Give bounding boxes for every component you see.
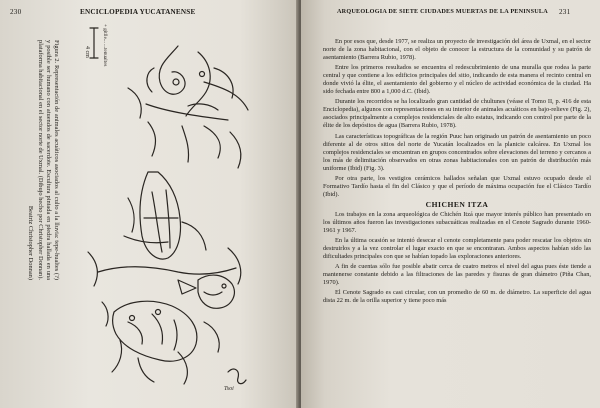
lower-creature-drawing	[102, 301, 219, 384]
signature-text: Tsoi	[224, 386, 234, 392]
figure-drawing	[28, 22, 264, 394]
artist-signature	[228, 369, 246, 384]
left-running-head: ENCICLOPEDIA YUCATANENSE	[80, 8, 196, 16]
section-title: CHICHEN ITZA	[425, 199, 489, 209]
scale-label: 4 cm	[84, 46, 90, 58]
fish-drawing	[178, 275, 234, 308]
left-page	[0, 0, 299, 408]
paragraph: Los trabajos en la zona arqueológica de Chichén Itzá que mayor interés público han presentado en los últimos años fueron las investigaciones subacuáticas realizadas en el Cenote Sagrado durante 1960-1961 y 1967.	[323, 210, 591, 235]
paragraph: El Cenote Sagrado es casi circular, con un promedio de 60 m. de diámetro. La superficie del agua dista 22 m. de la orilla superior y tiene poco más	[323, 289, 591, 305]
upper-creature-drawing	[128, 46, 248, 168]
paragraph: Las características topográficas de la región Puuc han originado un patrón de asentamiento un poco diferente al de otros sitios del norte de Yucatán localizados en la planicie calcárea. En Uxmal los complejos residenciales se encuentran en grupos concentrados sobre elevaciones del terreno y cercanos a los más de delimitación observados en otras zonas habitacionales con un patrón de distribución más uniforme (Ibid) (Fig. 3).	[323, 132, 591, 172]
central-figure-drawing	[88, 172, 241, 286]
left-page-number: 230	[10, 8, 22, 16]
right-page	[301, 0, 600, 408]
paragraph: En la última ocasión se intentó desecar el cenote completamente para poder rescatar los objetos sin destruirlos y a la vez controlar el lugar exacto en que se encontraran. Ambos aspectos habían sido las dificultades principales con que se habían topado las exploraciones anteriores.	[323, 237, 591, 261]
right-running-head: ARQUEOLOGIA DE SIETE CIUDADES MUERTAS DE LA PENINSULA	[337, 8, 548, 15]
paragraph: Por otra parte, los vestigios cerámicos hallados señalan que Uxmal estuvo ocupado desde el Formativo Tardío hasta el fin del Clásico y que el período de máxima ocupación fue el Clásico Tardío (Ibid).	[323, 174, 591, 198]
paragraph: A fin de cuentas sólo fue posible abatir cerca de cuatro metros el nivel del agua pues éste tiende a mantenerse constante debido a las filtraciones de las paredes y fisuras de gran diámetro (Piña Chan, 1970).	[323, 263, 591, 287]
right-page-number: 231	[559, 8, 571, 16]
scale-annotation: + gitlle... ...tenualtes	[102, 24, 108, 67]
figure-caption: Figura 2. Representación de animales acuáticos asociados al culto a la lluvia: tepe-hualtes (?) y posible ser humano con atuendos de sacerdote. Escultura pintada en piedra hallada en una plataforma habitacional en el sector norte de Uxmal. (Dibujo hecho por Christopher Donnan).	[36, 40, 60, 280]
right-body-text	[323, 38, 591, 307]
paragraph: En por esos que, desde 1977, se realiza un proyecto de investigación del área de Uxmal, en el sector norte de la zona habitacional, con el objeto de conocer la estructura de la comunidad y su patrón de asentamiento (Barrera Rubio, 1978).	[323, 38, 591, 62]
paragraph: Entre los primeros resultados se encuentra el redescubrimiento de una muralla que rodea la parte central y que contiene a los edificios principales del sitio, indicando de esta manera el recinto central en donde vivió la élite, el asentamiento del gobierno y el núcleo de actividad económica de la ciudad. Ha sido fechada entre 800 a 1,000 d.C. (Ibid).	[323, 64, 591, 96]
figure-credit: Beatriz Christopher Donnan)	[27, 205, 35, 280]
scale-bar	[90, 28, 98, 58]
paragraph: Durante los recorridos se ha localizado gran cantidad de chultunes (véase el Tomo II, p. 416 de esta Enciclopedia), algunos con representaciones en su interior de animales acuáticos en bajo-relieve (Fig. 2), asociados principalmente a complejos residenciales de alto estatus, indicando con control por parte de la élite de los depósitos de agua (Barrera Rubio, 1978).	[323, 98, 591, 130]
